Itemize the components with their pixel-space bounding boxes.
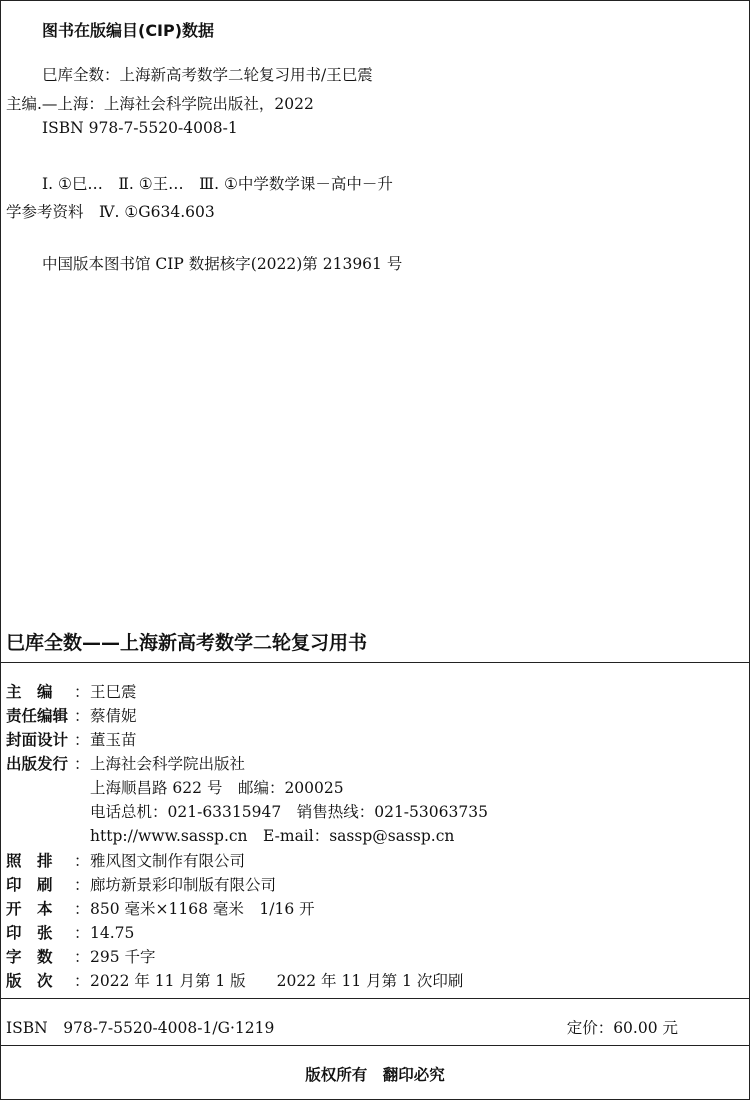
row-editor: 主 编 ：王巳震 [6, 680, 137, 702]
cip-record-number: 中国版本图书馆 CIP 数据核字(2022)第 213961 号 [42, 255, 403, 273]
label-sheets: 印 张 [6, 924, 53, 942]
row-typesetting: 照 排 ：雅风图文制作有限公司 [6, 849, 245, 871]
isbn-full: ISBN 978-7-5520-4008-1/G·1219 [6, 1019, 275, 1037]
value-printing: 廊坊新景彩印制版有限公司 [90, 876, 277, 894]
cip-classification-line: Ⅰ. ①巳… Ⅱ. ①王… Ⅲ. ①中学数学课－高中－升 [42, 175, 393, 193]
value-sheets: 14.75 [90, 924, 135, 942]
cip-line-1: 巳库全数：上海新高考数学二轮复习用书/王巳震 [42, 66, 373, 84]
value-edition: 2022 年 11 月第 1 版 2022 年 11 月第 1 次印刷 [90, 972, 464, 990]
row-cover-design: 封面设计 ：董玉苗 [6, 728, 137, 750]
value-editor: 王巳震 [90, 683, 137, 701]
value-format: 850 毫米×1168 毫米 1/16 开 [90, 900, 315, 918]
label-editor: 主 编 [6, 683, 53, 701]
divider-bottom [0, 1045, 750, 1046]
row-resp-editor: 责任编辑 ：蔡倩妮 [6, 704, 137, 726]
value-resp-editor: 蔡倩妮 [90, 707, 137, 725]
label-format: 开 本 [6, 900, 53, 918]
divider-top [0, 662, 750, 663]
row-printing: 印 刷 ：廊坊新景彩印制版有限公司 [6, 873, 276, 895]
row-word-count: 字 数 ：295 千字 [6, 945, 156, 967]
row-publisher: 出版发行 ：上海社会科学院出版社 [6, 752, 245, 774]
copyright-notice: 版权所有 翻印必究 [305, 1066, 445, 1084]
label-publisher: 出版发行 [6, 755, 69, 773]
label-typesetting: 照 排 [6, 852, 53, 870]
value-word-count: 295 千字 [90, 948, 156, 966]
cip-line-2: 主编.—上海：上海社会科学院出版社，2022 [6, 95, 314, 113]
cip-heading: 图书在版编目(CIP)数据 [42, 21, 215, 40]
label-printing: 印 刷 [6, 876, 53, 894]
label-word-count: 字 数 [6, 948, 53, 966]
publisher-web-email: http://www.sassp.cn E-mail：sassp@sassp.cn [90, 827, 455, 845]
value-typesetting: 雅风图文制作有限公司 [90, 852, 246, 870]
label-edition: 版 次 [6, 972, 53, 990]
divider-middle [0, 998, 750, 999]
cip-isbn-line: ISBN 978-7-5520-4008-1 [42, 119, 238, 137]
publisher-phone: 电话总机：021-63315947 销售热线：021-53063735 [90, 803, 488, 821]
publisher-address: 上海顺昌路 622 号 邮编：200025 [90, 779, 344, 797]
value-publisher: 上海社会科学院出版社 [90, 755, 246, 773]
row-sheets: 印 张 ：14.75 [6, 921, 134, 943]
book-title: 巳库全数——上海新高考数学二轮复习用书 [6, 632, 368, 654]
row-edition: 版 次 ：2022 年 11 月第 1 版 2022 年 11 月第 1 次印刷 [6, 969, 463, 991]
row-format: 开 本 ：850 毫米×1168 毫米 1/16 开 [6, 897, 315, 919]
label-resp-editor: 责任编辑 [6, 707, 69, 725]
price: 定价：60.00 元 [566, 1019, 678, 1037]
label-cover-design: 封面设计 [6, 731, 69, 749]
cip-classification-line-2: 学参考资料 Ⅳ. ①G634.603 [6, 203, 215, 221]
value-cover-design: 董玉苗 [90, 731, 137, 749]
